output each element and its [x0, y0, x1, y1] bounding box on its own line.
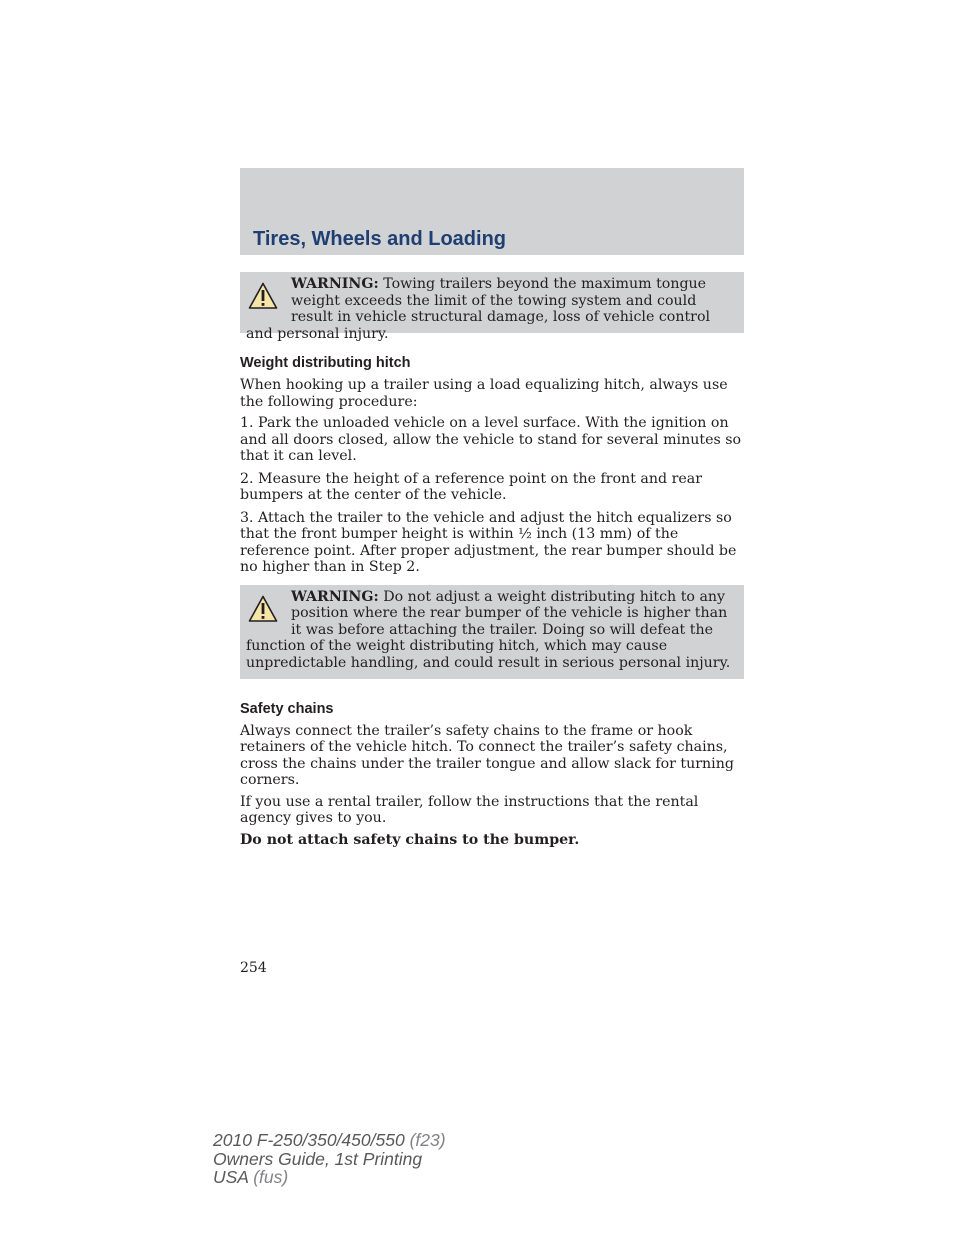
warning-box-tongue-weight	[240, 272, 744, 342]
paragraph-step-1: 1. Park the unloaded vehicle on a level surface. With the ignition on and all doors closed, allow the vehicle to stand for several minutes so that it can level.	[240, 415, 742, 464]
page-number: 254	[240, 960, 267, 976]
paragraph-safety-chains: Always connect the trailer’s safety chains to the frame or hook retainers of the vehicle hitch. To connect the trailer’s safety chains, cross the chains under the trailer tongue and allow slack for turning corners.	[240, 722, 734, 788]
warning-triangle-icon	[248, 282, 278, 310]
paragraph-rental-trailer: If you use a rental trailer, follow the instructions that the rental agency gives to you.	[240, 793, 699, 826]
warning-text	[246, 589, 738, 672]
warning-text	[246, 276, 738, 342]
heading-safety-chains: Safety chains	[240, 700, 334, 717]
paragraph-step-3: 3. Attach the trailer to the vehicle and adjust the hitch equalizers so that the front bumper height is within ½ inch (13 mm) of the reference point. After proper adjustment, the rear bumper should be no higher than in Step 2.	[240, 509, 737, 575]
footer-market-code: (fus)	[248, 1167, 289, 1187]
warning-label: WARNING:	[291, 276, 379, 292]
warning-triangle-icon	[248, 595, 278, 623]
footer-line-market	[213, 1168, 446, 1187]
warning-body: Towing trailers beyond the maximum tongue weight exceeds the limit of the towing system and could result in vehicle structural damage, loss of vehicle control and personal injury.	[246, 276, 711, 342]
warning-label: WARNING:	[291, 588, 379, 605]
warning-body: Do not adjust a weight distributing hitch to any position where the rear bumper of the vehicle is higher than it was before attaching the trailer. Doing so will defeat the function of the weight distributing hitch, which may cause unpredictable handling, and could result in serious personal injury.	[246, 588, 731, 671]
footer-model: 2010 F-250/350/450/550	[213, 1130, 405, 1150]
footer-model-code: (f23)	[404, 1130, 446, 1150]
heading-weight-distributing-hitch: Weight distributing hitch	[240, 355, 411, 371]
note-bumper: Do not attach safety chains to the bumper.	[240, 831, 580, 848]
footer-line-model	[213, 1131, 446, 1150]
footer-publication-info	[213, 1131, 446, 1187]
footer-market: USA	[213, 1167, 249, 1187]
page-content	[240, 272, 744, 848]
warning-box-hitch-adjustment	[240, 585, 744, 679]
section-header-band	[240, 168, 744, 255]
paragraph-intro: When hooking up a trailer using a load equalizing hitch, always use the following procedure:	[240, 377, 728, 410]
footer-line-printing: Owners Guide, 1st Printing	[213, 1148, 423, 1169]
paragraph-step-2: 2. Measure the height of a reference point on the front and rear bumpers at the center of the vehicle.	[240, 470, 703, 503]
page-title: Tires, Wheels and Loading	[253, 228, 507, 250]
